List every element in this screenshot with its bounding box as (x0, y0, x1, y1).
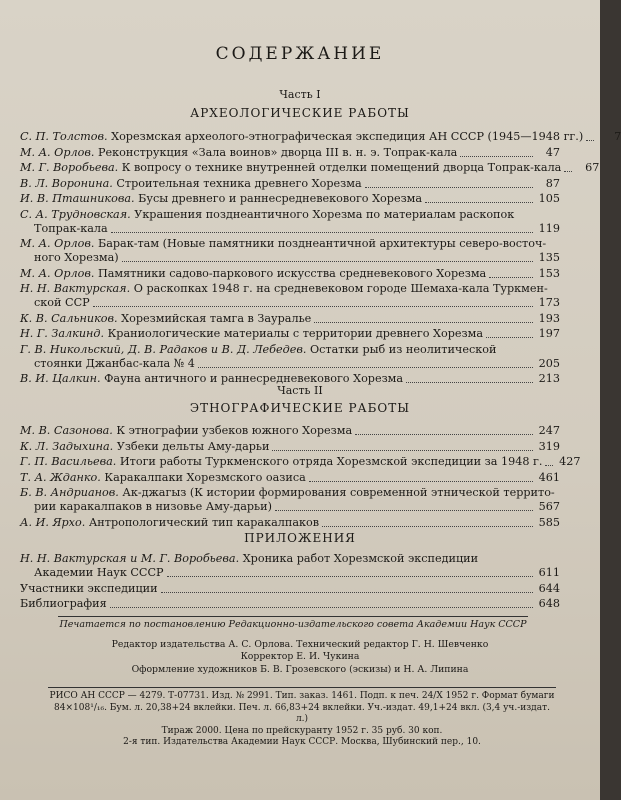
toc-entry (20, 516, 560, 530)
toc-entry (20, 177, 560, 191)
toc-author: Н. Н. Вактурская и М. Г. Воробьева. (20, 552, 240, 565)
dot-leader (309, 481, 533, 482)
toc-entry (20, 471, 560, 485)
toc-title: Топрак-кала (34, 221, 108, 235)
toc-page-number: 67 (585, 161, 600, 174)
toc-page-number: 644 (538, 581, 560, 595)
toc-author: М. А. Орлов. (20, 266, 95, 280)
toc-page-number: 648 (538, 597, 560, 610)
toc-title: О раскопках 1948 г. на средневековом городе Шемаха-кала Туркмен- (133, 282, 548, 295)
toc-title: К вопросу о технике внутренней отделки помещений дворца Топрак-кала (121, 161, 562, 174)
toc-title: Участники экспедиции (20, 581, 158, 595)
toc-page-number: 213 (538, 372, 560, 385)
toc-entry-line (20, 357, 560, 371)
dot-leader (406, 382, 533, 383)
publication-notice: Печатается по постановлению Редакционно-издательского совета Академии Наук СССР (58, 616, 528, 630)
dot-leader (111, 232, 533, 233)
toc-entry (20, 237, 560, 265)
dot-leader (122, 261, 533, 262)
toc-title: Антропологический тип каракалпаков (88, 515, 320, 529)
toc-author: Г. В. Никольский, Д. В. Радаков и В. Д. Лебедев. (20, 342, 307, 356)
toc-title: Узбеки дельты Аму-дарьи (116, 439, 270, 453)
dot-leader (564, 171, 572, 172)
toc-author: М. А. Орлов. (20, 145, 95, 159)
imprint-block (48, 687, 556, 749)
toc-author: В. И. Цалкин. (20, 372, 101, 385)
toc-entry (20, 192, 560, 206)
appendix-toc (20, 552, 560, 613)
toc-title: Хроника работ Хорезмской экспедиции (242, 552, 479, 565)
imprint-line: 84×108¹/₁₆. Бум. л. 20,38+24 вклейки. Печ. л. 66,83+24 вклейки. Уч.-издат. 49,1+24 вкл. (3,4 уч.-издат. л.) (54, 702, 550, 724)
toc-author: К. В. Сальников. (20, 311, 118, 325)
toc-page-number: 105 (538, 192, 560, 205)
dot-leader (586, 140, 594, 141)
toc-title: Украшения позднеантичного Хорезма по материалам раскопок (134, 207, 515, 221)
toc-entry-line (20, 582, 560, 596)
dot-leader (365, 187, 533, 188)
toc-entry (20, 327, 560, 341)
dot-leader (314, 322, 533, 323)
toc-entry (20, 552, 560, 580)
toc-entry (20, 597, 560, 611)
toc-title: Академии Наук СССР (34, 566, 164, 579)
toc-entry-line (20, 471, 560, 485)
toc-entry-line (20, 192, 560, 206)
dot-leader (93, 306, 533, 307)
toc-page-number: 7 (614, 130, 621, 143)
toc-title: Строительная техника древнего Хорезма (116, 176, 362, 190)
toc-entry-line (20, 552, 560, 566)
toc-title: ного Хорезма) (34, 251, 119, 264)
toc-author: С. А. Трудновская. (20, 207, 131, 221)
toc-page-number: 585 (538, 515, 560, 529)
toc-entry (20, 267, 560, 281)
toc-author: М. Г. Воробьева. (20, 161, 119, 174)
toc-entry-line (20, 267, 560, 281)
toc-entry-line (20, 282, 560, 296)
part-2-label: Часть II (277, 384, 323, 397)
toc-page-number: 197 (538, 327, 560, 340)
credits-design: Оформление художников Б. В. Грозевского (эскизы) и Н. А. Липина (131, 664, 469, 675)
toc-entry-line (20, 251, 560, 265)
dot-leader (198, 367, 533, 368)
toc-title: Краниологические материалы с территории древнего Хорезма (107, 327, 483, 340)
toc-author: Н. Н. Вактурская. (20, 282, 131, 295)
toc-title: рии каракалпаков в низовье Аму-дарьи) (34, 500, 272, 513)
toc-entry (20, 208, 560, 236)
toc-title: стоянки Джанбас-кала № 4 (34, 356, 195, 370)
toc-entry (20, 582, 560, 596)
toc-title: Итоги работы Туркменского отряда Хорезмской экспедиции за 1948 г. (119, 455, 543, 468)
toc-page-number: 173 (538, 296, 560, 309)
toc-entry-line (20, 343, 560, 357)
toc-page-number: 247 (538, 424, 560, 437)
toc-title: Фауна античного и раннесредневекового Хорезма (104, 372, 404, 385)
dot-leader (489, 277, 533, 278)
toc-title: К этнографии узбеков южного Хорезма (116, 424, 353, 437)
part-1-toc (20, 130, 621, 388)
toc-entry-line (20, 208, 560, 222)
toc-title: Каракалпаки Хорезмского оазиса (104, 470, 306, 484)
toc-title: ской ССР (34, 296, 90, 309)
toc-author: В. Л. Воронина. (20, 176, 113, 190)
toc-page-number: 87 (545, 176, 560, 190)
part-2-title: ЭТНОГРАФИЧЕСКИЕ РАБОТЫ (189, 401, 411, 415)
toc-entry-line (20, 516, 560, 530)
toc-author: М. А. Орлов. (20, 237, 95, 250)
toc-entry-line (20, 455, 581, 469)
toc-entry (20, 343, 560, 371)
dot-leader (545, 465, 553, 466)
toc-title: Барак-там (Новые памятники позднеантичной архитектуры северо-восточ- (97, 237, 547, 250)
toc-entry-line (20, 130, 621, 144)
toc-entry (20, 161, 600, 175)
toc-author: Н. Г. Залкинд. (20, 327, 105, 340)
dot-leader (167, 576, 533, 577)
toc-page-number: 567 (538, 500, 560, 513)
dot-leader (460, 156, 533, 157)
toc-author: М. В. Сазонова. (20, 424, 113, 437)
toc-entry (20, 486, 560, 514)
toc-author: И. В. Пташникова. (20, 192, 135, 205)
toc-entry (20, 146, 560, 160)
dot-leader (110, 607, 533, 608)
toc-entry (20, 455, 581, 469)
toc-entry-line (20, 177, 560, 191)
dot-leader (425, 202, 533, 203)
dot-leader (272, 450, 533, 451)
toc-author: С. П. Толстов. (20, 130, 108, 143)
toc-page-number: 611 (538, 566, 560, 579)
credits-editors: Редактор издательства А. С. Орлова. Технический редактор Г. Н. Шевченко (111, 639, 489, 650)
toc-entry-line (20, 500, 560, 514)
toc-title: Хорезмская археолого-этнографическая экспедиция АН СССР (1945—1948 гг.) (111, 130, 584, 143)
part-1-title: АРХЕОЛОГИЧЕСКИЕ РАБОТЫ (190, 106, 410, 120)
toc-page-number: 153 (538, 266, 560, 280)
dot-leader (355, 434, 533, 435)
toc-entry-line (20, 327, 560, 341)
toc-page-number: 193 (538, 311, 560, 325)
toc-title: Бусы древнего и раннесредневекового Хорезма (138, 192, 423, 205)
toc-entry (20, 130, 621, 144)
toc-entry-line (20, 146, 560, 160)
toc-title: Остатки рыб из неолитической (309, 342, 497, 356)
imprint-line: РИСО АН СССР — 4279. Т-07731. Изд. № 2991. Тип. заказ. 1461. Подп. к печ. 24/X 1952 г. Формат бумаги (49, 691, 555, 701)
toc-entry (20, 312, 560, 326)
toc-title: Памятники садово-паркового искусства средневекового Хорезма (97, 266, 487, 280)
appendix-title: ПРИЛОЖЕНИЯ (244, 531, 356, 545)
toc-author: К. Л. Задыхина. (20, 439, 114, 453)
toc-title: Библиография (20, 597, 107, 610)
toc-page-number: 205 (538, 356, 560, 370)
toc-entry-line (20, 296, 560, 310)
toc-entry-line (20, 424, 560, 438)
toc-entry-line (20, 222, 560, 236)
toc-entry (20, 282, 560, 310)
dot-leader (161, 592, 533, 593)
toc-page-number: 461 (538, 470, 560, 484)
part-2-toc (20, 424, 581, 531)
toc-title: Реконструкция «Зала воинов» дворца III в. н. э. Топрак-кала (97, 145, 458, 159)
toc-author: Г. П. Васильева. (20, 455, 117, 468)
toc-page-number: 135 (538, 251, 560, 264)
toc-author: Т. А. Жданко. (20, 470, 101, 484)
toc-entry-line (20, 237, 560, 251)
toc-author: А. И. Ярхо. (20, 515, 86, 529)
toc-entry-line (20, 312, 560, 326)
toc-page-number: 119 (538, 221, 560, 235)
part-1-label: Часть I (279, 88, 321, 101)
toc-page-number: 319 (538, 439, 560, 453)
toc-entry-line (20, 566, 560, 580)
toc-page-number: 427 (559, 455, 581, 468)
dot-leader (275, 510, 533, 511)
toc-author: Б. В. Андрианов. (20, 486, 119, 499)
toc-entry (20, 424, 560, 438)
page-title: СОДЕРЖАНИЕ (215, 44, 385, 64)
toc-entry-line (20, 440, 560, 454)
toc-page-number: 47 (545, 145, 560, 159)
toc-entry-line (20, 597, 560, 611)
dot-leader (322, 526, 533, 527)
toc-entry (20, 440, 560, 454)
credits-corrector: Корректор Е. И. Чукина (240, 651, 360, 662)
imprint-line: 2-я тип. Издательства Академии Наук СССР. Москва, Шубинский пер., 10. (123, 737, 481, 747)
dot-leader (486, 337, 533, 338)
toc-title: Ак-джагыз (К истории формирования современной этнической террито- (122, 486, 555, 499)
toc-title: Хорезмийская тамга в Зауралье (121, 311, 312, 325)
toc-entry-line (20, 161, 600, 175)
imprint-line: Тираж 2000. Цена по прейскуранту 1952 г. 35 руб. 30 коп. (161, 725, 443, 736)
toc-entry-line (20, 486, 560, 500)
